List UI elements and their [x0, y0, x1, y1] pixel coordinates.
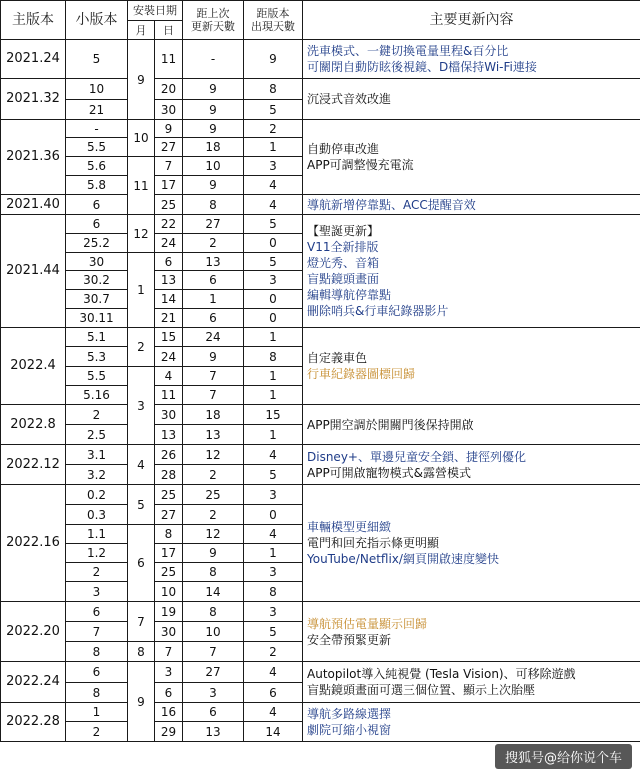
days-since-prev-cell: 9 — [183, 544, 244, 563]
month-cell: 9 — [128, 40, 155, 120]
days-shown-cell: 1 — [244, 138, 303, 157]
major-version-cell: 2021.24 — [1, 40, 66, 79]
days-since-prev-cell: 27 — [183, 215, 244, 234]
minor-version-cell: 5.5 — [66, 367, 128, 386]
watermark-badge: 搜狐号@给你说个车 — [495, 744, 632, 769]
minor-version-cell: 5.8 — [66, 176, 128, 195]
minor-version-cell: 0.3 — [66, 505, 128, 525]
table-row — [1, 602, 640, 622]
day-cell: 8 — [155, 525, 183, 544]
minor-version-cell: 5.6 — [66, 157, 128, 176]
day-cell: 24 — [155, 234, 183, 253]
update-note-line: 導航多路線選擇 — [307, 707, 392, 721]
day-cell: 9 — [155, 120, 183, 138]
update-notes-cell — [303, 662, 640, 703]
major-version-cell: 2021.36 — [1, 120, 66, 195]
minor-version-cell: 0.2 — [66, 485, 128, 505]
update-notes-cell — [303, 40, 640, 79]
day-cell: 19 — [155, 602, 183, 622]
header-day: 日 — [155, 21, 183, 40]
update-note-line: 燈光秀、音箱 — [307, 256, 380, 270]
month-cell: 1 — [128, 253, 155, 328]
update-notes-cell — [303, 602, 640, 662]
day-cell: 24 — [155, 347, 183, 367]
days-shown-cell: 3 — [244, 563, 303, 582]
days-shown-cell: 1 — [244, 544, 303, 563]
table-row — [1, 328, 640, 347]
days-shown-cell: 4 — [244, 662, 303, 683]
day-cell: 10 — [155, 582, 183, 602]
update-notes-cell — [303, 79, 640, 120]
update-note-line: YouTube/Netflix/網頁開啟速度變快 — [307, 552, 499, 566]
day-cell: 27 — [155, 505, 183, 525]
days-since-prev-cell: 25 — [183, 485, 244, 505]
days-since-prev-cell: 1 — [183, 290, 244, 309]
major-version-cell: 2022.24 — [1, 662, 66, 703]
day-cell: 28 — [155, 465, 183, 485]
day-cell: 27 — [155, 138, 183, 157]
days-since-prev-cell: 7 — [183, 367, 244, 386]
minor-version-cell: 30.11 — [66, 309, 128, 328]
month-cell: 2 — [128, 328, 155, 367]
header-days-shown: 距版本 出現天數 — [244, 1, 303, 40]
days-shown-cell: 2 — [244, 642, 303, 662]
minor-version-cell: 6 — [66, 215, 128, 234]
days-since-prev-cell: 2 — [183, 465, 244, 485]
update-note-line: 【聖誕更新】 — [307, 224, 380, 238]
month-cell: 8 — [128, 642, 155, 662]
days-since-prev-cell: 12 — [183, 525, 244, 544]
update-note-line: 自定義車色 — [307, 351, 368, 365]
days-shown-cell: 5 — [244, 465, 303, 485]
major-version-cell: 2022.28 — [1, 703, 66, 742]
update-note-line: 行車紀錄器圖標回歸 — [307, 367, 416, 381]
day-cell: 4 — [155, 367, 183, 386]
days-shown-cell: 0 — [244, 505, 303, 525]
header-install-date: 安裝日期 — [128, 1, 183, 21]
minor-version-cell: 3.1 — [66, 445, 128, 465]
days-since-prev-cell: 18 — [183, 405, 244, 425]
days-shown-cell: 3 — [244, 157, 303, 176]
minor-version-cell: 21 — [66, 100, 128, 120]
table-row — [1, 195, 640, 215]
minor-version-cell: 2 — [66, 405, 128, 425]
update-note-line: 導航預估電量顯示回歸 — [307, 616, 428, 631]
days-shown-cell: 8 — [244, 582, 303, 602]
day-cell: 26 — [155, 445, 183, 465]
days-shown-cell: 8 — [244, 79, 303, 100]
days-since-prev-cell: 9 — [183, 79, 244, 100]
update-note-line: APP可開啟寵物模式&露營模式 — [307, 465, 472, 480]
minor-version-cell: 5.16 — [66, 386, 128, 405]
days-shown-cell: 4 — [244, 195, 303, 215]
update-note-line: 車輛模型更細緻 — [307, 520, 392, 534]
day-cell: 7 — [155, 157, 183, 176]
minor-version-cell: 3 — [66, 582, 128, 602]
days-since-prev-cell: 6 — [183, 309, 244, 328]
minor-version-cell: 30.7 — [66, 290, 128, 309]
days-shown-cell: 0 — [244, 290, 303, 309]
days-since-prev-cell: 24 — [183, 328, 244, 347]
major-version-cell: 2022.12 — [1, 445, 66, 485]
days-since-prev-cell: 6 — [183, 703, 244, 722]
table-row — [1, 445, 640, 465]
days-shown-cell: 1 — [244, 386, 303, 405]
days-shown-cell: 3 — [244, 485, 303, 505]
days-shown-cell: 4 — [244, 176, 303, 195]
update-note-line: 編輯導航停靠點 — [307, 288, 392, 302]
update-note-line: 沉浸式音效改進 — [307, 92, 392, 106]
day-cell: 13 — [155, 425, 183, 445]
days-since-prev-cell: 9 — [183, 176, 244, 195]
update-note-line: 電門和回充指示條更明顯 — [307, 536, 440, 550]
update-notes-cell — [303, 703, 640, 742]
update-notes-cell — [303, 215, 640, 328]
days-since-prev-cell: 9 — [183, 347, 244, 367]
days-since-prev-cell: 10 — [183, 157, 244, 176]
table-row — [1, 703, 640, 722]
table-row — [1, 215, 640, 234]
minor-version-cell: 5.5 — [66, 138, 128, 157]
update-note-line: Disney+、單邊兒童安全鎖、捷徑列優化 — [307, 449, 526, 464]
update-notes-cell — [303, 405, 640, 445]
update-note-line: 劇院可縮小視窗 — [307, 723, 392, 737]
minor-version-cell: 1.2 — [66, 544, 128, 563]
day-cell: 16 — [155, 703, 183, 722]
days-since-prev-cell: 3 — [183, 683, 244, 703]
days-shown-cell: 9 — [244, 40, 303, 79]
major-version-cell: 2022.20 — [1, 602, 66, 662]
update-note-line: 洗車模式、一鍵切換電量里程&百分比 — [307, 44, 509, 58]
month-cell: 4 — [128, 445, 155, 485]
minor-version-cell: 1.1 — [66, 525, 128, 544]
major-version-cell: 2021.32 — [1, 79, 66, 120]
header-minor-version: 小版本 — [66, 1, 128, 40]
days-shown-cell: 3 — [244, 602, 303, 622]
minor-version-cell: 25.2 — [66, 234, 128, 253]
days-shown-cell: 1 — [244, 425, 303, 445]
day-cell: 6 — [155, 253, 183, 271]
days-shown-cell: 2 — [244, 120, 303, 138]
days-since-prev-cell: 2 — [183, 234, 244, 253]
days-shown-cell: 5 — [244, 215, 303, 234]
month-cell: 6 — [128, 525, 155, 602]
day-cell: 25 — [155, 563, 183, 582]
days-shown-cell: 6 — [244, 683, 303, 703]
month-cell: 7 — [128, 602, 155, 642]
update-notes-cell — [303, 328, 640, 405]
minor-version-cell: 5.3 — [66, 347, 128, 367]
days-shown-cell: 14 — [244, 722, 303, 742]
update-notes-cell — [303, 195, 640, 215]
days-since-prev-cell: 9 — [183, 120, 244, 138]
minor-version-cell: 2 — [66, 563, 128, 582]
major-version-cell: 2022.4 — [1, 328, 66, 405]
update-note-line: 安全帶預緊更新 — [307, 632, 392, 647]
major-version-cell: 2021.40 — [1, 195, 66, 215]
days-shown-cell: 0 — [244, 234, 303, 253]
update-notes-cell — [303, 120, 640, 195]
minor-version-cell: 8 — [66, 683, 128, 703]
day-cell: 20 — [155, 79, 183, 100]
day-cell: 30 — [155, 405, 183, 425]
days-shown-cell: 4 — [244, 445, 303, 465]
days-shown-cell: 8 — [244, 347, 303, 367]
update-note-line: 可關閉自動防眩後視鏡、D檔保持Wi-Fi連接 — [307, 60, 537, 74]
update-note-line: 盲點鏡頭畫面可選三個位置、顯示上次胎壓 — [307, 683, 536, 697]
days-since-prev-cell: 14 — [183, 582, 244, 602]
day-cell: 3 — [155, 662, 183, 683]
month-cell: 10 — [128, 120, 155, 157]
update-notes-cell — [303, 485, 640, 602]
minor-version-cell: 30.2 — [66, 271, 128, 290]
month-cell: 5 — [128, 485, 155, 525]
minor-version-cell: 2.5 — [66, 425, 128, 445]
update-note-line: 導航新增停靠點、ACC提醒音效 — [307, 197, 476, 212]
days-since-prev-cell: 2 — [183, 505, 244, 525]
day-cell: 30 — [155, 622, 183, 642]
minor-version-cell: 8 — [66, 642, 128, 662]
days-since-prev-cell: 8 — [183, 602, 244, 622]
minor-version-cell: 1 — [66, 703, 128, 722]
update-notes-cell — [303, 445, 640, 485]
day-cell: 7 — [155, 642, 183, 662]
month-cell: 9 — [128, 662, 155, 742]
day-cell: 11 — [155, 40, 183, 79]
month-cell: 11 — [128, 157, 155, 215]
update-note-line: 刪除哨兵&行車紀錄器影片 — [307, 304, 449, 318]
days-shown-cell: 15 — [244, 405, 303, 425]
days-shown-cell: 1 — [244, 328, 303, 347]
days-shown-cell: 5 — [244, 100, 303, 120]
day-cell: 21 — [155, 309, 183, 328]
days-since-prev-cell: 27 — [183, 662, 244, 683]
day-cell: 25 — [155, 195, 183, 215]
day-cell: 15 — [155, 328, 183, 347]
month-cell: 12 — [128, 215, 155, 253]
update-note-line: APP可調整慢充電流 — [307, 158, 414, 172]
days-shown-cell: 0 — [244, 309, 303, 328]
day-cell: 29 — [155, 722, 183, 742]
minor-version-cell: 6 — [66, 195, 128, 215]
minor-version-cell: 5 — [66, 40, 128, 79]
header-major-version: 主版本 — [1, 1, 66, 40]
days-since-prev-cell: 6 — [183, 271, 244, 290]
update-note-line: V11全新排版 — [307, 240, 379, 254]
days-since-prev-cell: 13 — [183, 425, 244, 445]
days-since-prev-cell: 7 — [183, 386, 244, 405]
table-row — [1, 40, 640, 79]
days-since-prev-cell: 8 — [183, 563, 244, 582]
header-update-notes: 主要更新內容 — [303, 1, 640, 40]
month-cell: 3 — [128, 367, 155, 445]
minor-version-cell: 2 — [66, 722, 128, 742]
days-shown-cell: 4 — [244, 525, 303, 544]
days-since-prev-cell: 13 — [183, 722, 244, 742]
days-shown-cell: 1 — [244, 367, 303, 386]
minor-version-cell: 6 — [66, 662, 128, 683]
day-cell: 17 — [155, 176, 183, 195]
days-shown-cell: 5 — [244, 253, 303, 271]
update-note-line: APP開空調於開關門後保持開啟 — [307, 417, 474, 432]
day-cell: 6 — [155, 683, 183, 703]
minor-version-cell: 6 — [66, 602, 128, 622]
day-cell: 13 — [155, 271, 183, 290]
table-header — [1, 1, 640, 40]
days-shown-cell: 4 — [244, 703, 303, 722]
days-since-prev-cell: 12 — [183, 445, 244, 465]
minor-version-cell: 3.2 — [66, 465, 128, 485]
days-since-prev-cell: 10 — [183, 622, 244, 642]
days-since-prev-cell: 8 — [183, 195, 244, 215]
days-since-prev-cell: 7 — [183, 642, 244, 662]
minor-version-cell: 5.1 — [66, 328, 128, 347]
table-row — [1, 79, 640, 100]
day-cell: 22 — [155, 215, 183, 234]
table-row — [1, 662, 640, 683]
minor-version-cell: 7 — [66, 622, 128, 642]
update-note-line: 盲點鏡頭畫面 — [307, 272, 380, 286]
update-note-line: 自動停車改進 — [307, 142, 380, 156]
days-since-prev-cell: - — [183, 40, 244, 79]
minor-version-cell: 10 — [66, 79, 128, 100]
day-cell: 30 — [155, 100, 183, 120]
day-cell: 14 — [155, 290, 183, 309]
minor-version-cell: - — [66, 120, 128, 138]
table-row — [1, 485, 640, 505]
major-version-cell: 2022.8 — [1, 405, 66, 445]
major-version-cell: 2021.44 — [1, 215, 66, 328]
table-body — [1, 40, 640, 742]
days-since-prev-cell: 9 — [183, 100, 244, 120]
day-cell: 25 — [155, 485, 183, 505]
day-cell: 17 — [155, 544, 183, 563]
update-note-line: Autopilot導入純視覺 (Tesla Vision)、可移除遊戲 — [307, 667, 576, 681]
days-shown-cell: 5 — [244, 622, 303, 642]
day-cell: 11 — [155, 386, 183, 405]
table-row — [1, 405, 640, 425]
days-since-prev-cell: 18 — [183, 138, 244, 157]
days-since-prev-cell: 13 — [183, 253, 244, 271]
days-shown-cell: 3 — [244, 271, 303, 290]
header-month: 月 — [128, 21, 155, 40]
table-row — [1, 120, 640, 138]
minor-version-cell: 30 — [66, 253, 128, 271]
header-days-since-prev: 距上次 更新天數 — [183, 1, 244, 40]
major-version-cell: 2022.16 — [1, 485, 66, 602]
